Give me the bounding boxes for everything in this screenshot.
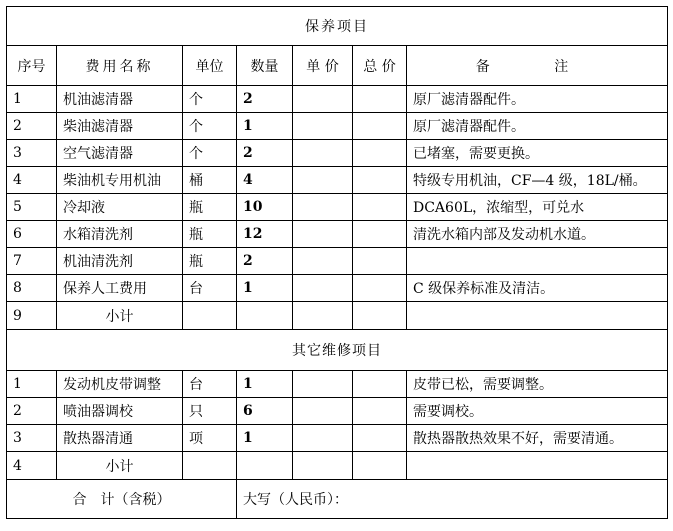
row-seq: 7 <box>7 248 57 275</box>
row-price <box>293 371 353 398</box>
row-unit: 个 <box>183 140 237 167</box>
grand-total-row <box>7 480 668 519</box>
row-remark: C 级保养标准及清洁。 <box>407 275 668 302</box>
row-unit: 项 <box>183 425 237 452</box>
table-row <box>7 221 668 248</box>
row-seq: 4 <box>7 167 57 194</box>
header-qty: 数量 <box>237 46 293 86</box>
row-remark: 皮带已松，需要调整。 <box>407 371 668 398</box>
row-seq: 3 <box>7 140 57 167</box>
row-total <box>353 398 407 425</box>
row-price <box>293 113 353 140</box>
row-remark: 散热器散热效果不好，需要清通。 <box>407 425 668 452</box>
subtotal-empty-cell <box>353 302 407 330</box>
table-row <box>7 86 668 113</box>
row-remark: DCA60L，浓缩型，可兑水 <box>407 194 668 221</box>
row-seq: 1 <box>7 86 57 113</box>
row-seq: 6 <box>7 221 57 248</box>
section-title-other: 其它维修项目 <box>7 330 668 371</box>
row-remark: 原厂滤清器配件。 <box>407 86 668 113</box>
row-total <box>353 425 407 452</box>
row-price <box>293 167 353 194</box>
row-qty: 2 <box>237 86 293 113</box>
row-qty: 12 <box>237 221 293 248</box>
subtotal-empty-cell <box>407 302 668 330</box>
row-unit: 瓶 <box>183 248 237 275</box>
row-name: 发动机皮带调整 <box>57 371 183 398</box>
header-row <box>7 46 668 86</box>
row-total <box>353 248 407 275</box>
row-seq: 1 <box>7 371 57 398</box>
subtotal-empty-cell <box>237 452 293 480</box>
row-price <box>293 275 353 302</box>
row-price <box>293 248 353 275</box>
subtotal-empty-cell <box>293 302 353 330</box>
row-unit: 台 <box>183 371 237 398</box>
subtotal-row <box>7 302 668 330</box>
subtotal-empty-cell <box>237 302 293 330</box>
row-qty: 1 <box>237 113 293 140</box>
row-remark: 需要调校。 <box>407 398 668 425</box>
row-name: 机油滤清器 <box>57 86 183 113</box>
table-row <box>7 140 668 167</box>
row-name: 柴油滤清器 <box>57 113 183 140</box>
header-name: 费用名称 <box>57 46 183 86</box>
row-qty: 1 <box>237 275 293 302</box>
maintenance-quote-table <box>6 6 668 519</box>
row-price <box>293 398 353 425</box>
header-unit: 单位 <box>183 46 237 86</box>
subtotal-seq: 4 <box>7 452 57 480</box>
row-unit: 只 <box>183 398 237 425</box>
row-seq: 5 <box>7 194 57 221</box>
row-qty: 2 <box>237 248 293 275</box>
row-unit: 瓶 <box>183 194 237 221</box>
row-name: 空气滤清器 <box>57 140 183 167</box>
subtotal-row <box>7 452 668 480</box>
row-total <box>353 221 407 248</box>
row-remark: 原厂滤清器配件。 <box>407 113 668 140</box>
row-unit: 个 <box>183 86 237 113</box>
row-total <box>353 140 407 167</box>
table-row <box>7 371 668 398</box>
row-price <box>293 86 353 113</box>
row-name: 喷油器调校 <box>57 398 183 425</box>
subtotal-empty-cell <box>407 452 668 480</box>
row-price <box>293 194 353 221</box>
header-price: 单 价 <box>293 46 353 86</box>
table-row <box>7 275 668 302</box>
grand-total-label: 合 计（含税） <box>7 480 237 519</box>
row-qty: 6 <box>237 398 293 425</box>
row-price <box>293 221 353 248</box>
row-name: 保养人工费用 <box>57 275 183 302</box>
row-remark: 清洗水箱内部及发动机水道。 <box>407 221 668 248</box>
row-qty: 1 <box>237 371 293 398</box>
row-total <box>353 275 407 302</box>
row-price <box>293 425 353 452</box>
row-qty: 4 <box>237 167 293 194</box>
row-total <box>353 167 407 194</box>
subtotal-label: 小计 <box>57 302 183 330</box>
row-qty: 2 <box>237 140 293 167</box>
table-row <box>7 194 668 221</box>
row-remark: 特级专用机油，CF—4 级，18L/桶。 <box>407 167 668 194</box>
row-name: 柴油机专用机油 <box>57 167 183 194</box>
row-seq: 2 <box>7 398 57 425</box>
row-total <box>353 86 407 113</box>
table-row <box>7 398 668 425</box>
subtotal-empty-cell <box>293 452 353 480</box>
table-row <box>7 248 668 275</box>
capital-amount-label: 大写（人民币）： <box>237 480 668 519</box>
subtotal-empty-cell <box>183 452 237 480</box>
row-qty: 1 <box>237 425 293 452</box>
row-seq: 8 <box>7 275 57 302</box>
row-seq: 2 <box>7 113 57 140</box>
header-total: 总 价 <box>353 46 407 86</box>
row-qty: 10 <box>237 194 293 221</box>
table-row <box>7 167 668 194</box>
row-total <box>353 194 407 221</box>
row-seq: 3 <box>7 425 57 452</box>
row-total <box>353 113 407 140</box>
table-row <box>7 425 668 452</box>
header-remark: 备 注 <box>407 46 668 86</box>
row-remark <box>407 248 668 275</box>
row-price <box>293 140 353 167</box>
table-row <box>7 113 668 140</box>
row-name: 水箱清洗剂 <box>57 221 183 248</box>
row-name: 散热器清通 <box>57 425 183 452</box>
section-title-maintenance: 保养项目 <box>7 7 668 46</box>
row-unit: 台 <box>183 275 237 302</box>
subtotal-empty-cell <box>353 452 407 480</box>
row-name: 冷却液 <box>57 194 183 221</box>
subtotal-empty-cell <box>183 302 237 330</box>
row-remark: 已堵塞，需要更换。 <box>407 140 668 167</box>
subtotal-seq: 9 <box>7 302 57 330</box>
subtotal-label: 小计 <box>57 452 183 480</box>
row-name: 机油清洗剂 <box>57 248 183 275</box>
row-unit: 个 <box>183 113 237 140</box>
row-unit: 桶 <box>183 167 237 194</box>
header-seq: 序号 <box>7 46 57 86</box>
row-unit: 瓶 <box>183 221 237 248</box>
row-total <box>353 371 407 398</box>
